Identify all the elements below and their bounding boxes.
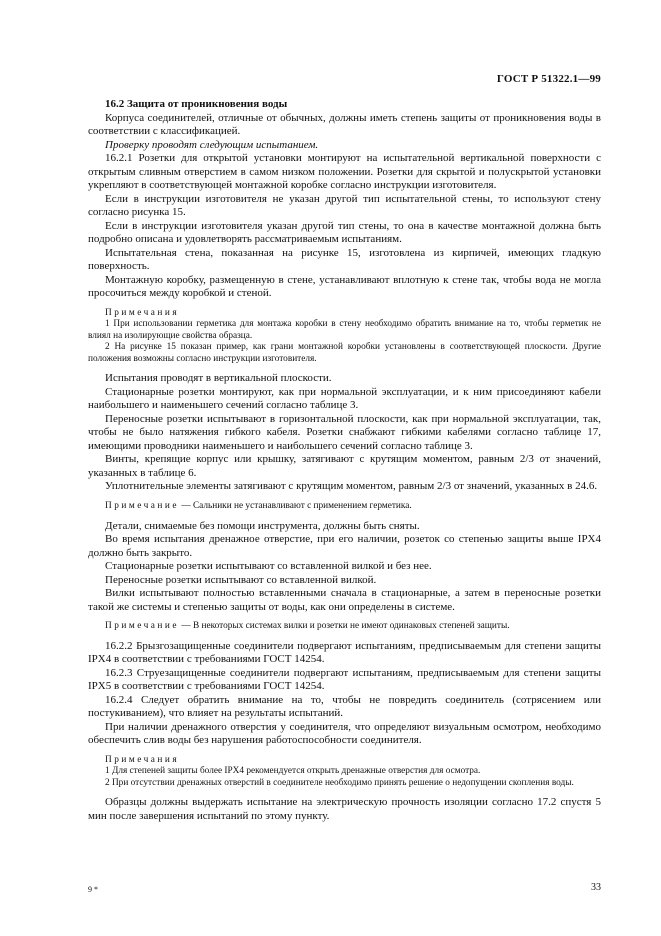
notes-heading: Примечания <box>105 307 180 318</box>
footer-mark: 9 * <box>88 885 98 894</box>
note-item: 1 При использовании герметика для монтажа коробки в стену необходимо обратить внимание на то, чтобы герметик не влиял на изолирующие свойства образца. <box>88 319 601 341</box>
paragraph: Детали, снимаемые без помощи инструмента, должны быть сняты. <box>105 519 420 532</box>
paragraph: Если в инструкции изготовителя не указан другой тип испытательной стены, то используют стену согласно рисунка 15. <box>88 192 601 218</box>
paragraph: Переносные розетки испытывают в горизонтальной плоскости, как при нормальной эксплуатации, так, чтобы не было натяжения гибкого кабеля. Розетки снабжают гибкими кабелями согласно таблице 17, имеющими проводники наименьшего и наибольшего сечений согласно таблице 3. <box>88 412 601 452</box>
section-title: 16.2 Защита от проникновения воды <box>105 98 288 110</box>
page-number: 33 <box>591 882 601 893</box>
paragraph: 16.2.4 Следует обратить внимание на то, чтобы не повредить соединитель (сотрясением или постукиванием), что влияет на результаты испытаний. <box>88 693 601 720</box>
paragraph: 16.2.2 Брызгозащищенные соединители подвергают испытаниям, предписываемым для степени защиты IPX4 в соответствии с требованиями ГОСТ 14254. <box>88 639 601 666</box>
paragraph: Монтажную коробку, размещенную в стене, устанавливают вплотную к стене так, чтобы вода не могла просочиться между коробкой и стеной. <box>88 273 601 299</box>
paragraph: При наличии дренажного отверстия у соединителя, что определяют визуальным осмотром, необходимо обеспечить слив воды без нарушения работоспособности соединителя. <box>88 720 601 747</box>
paragraph: Переносные розетки испытывают со вставленной вилкой. <box>105 573 377 586</box>
paragraph: 16.2.3 Струезащищенные соединители подвергают испытаниям, предписываемым для степени защиты IPX5 в соответствии с требованиями ГОСТ 14254. <box>88 666 601 693</box>
paragraph-test-intro: Проверку проводят следующим испытанием. <box>105 138 319 151</box>
paragraph: Корпуса соединителей, отличные от обычных, должны иметь степень защиты от проникновения воды в соответствии с классификацией. <box>88 111 601 137</box>
note-text: — Сальники не устанавливают с применением герметика. <box>179 500 412 511</box>
paragraph: Вилки испытывают полностью вставленными сначала в стационарные, а затем в переносные розетки такой же системы и степенью защиты от воды, как они определены в системе. <box>88 587 601 613</box>
note-item: 2 На рисунке 15 показан пример, как грани монтажной коробки установлены в соответствующей плоскости. Другие положения возможны согласно инструкции изготовителя. <box>88 342 601 364</box>
paragraph: Испытания проводят в вертикальной плоскости. <box>105 372 332 385</box>
paragraph: Во время испытания дренажное отверстие, при его наличии, розеток со степенью защиты выше IPX4 должно быть закрыто. <box>88 533 601 559</box>
paragraph: Испытательная стена, показанная на рисунке 15, изготовлена из кирпичей, имеющих гладкую поверхность. <box>88 246 601 272</box>
paragraph: Образцы должны выдержать испытание на электрическую прочность изоляции согласно 17.2 спустя 5 мин после завершения испытаний по этому пункту. <box>88 796 601 822</box>
note-item: 2 При отсутствии дренажных отверстий в соединителе необходимо принять решение о недопущении скопления воды. <box>105 777 574 788</box>
paragraph: Уплотнительные элементы затягивают с крутящим моментом, равным 2/3 от значений, указанных в 24.6. <box>105 480 598 493</box>
document-body <box>88 98 601 823</box>
paragraph: Если в инструкции изготовителя указан другой тип стены, то она в качестве монтажной должна быть подробно описана и удовлетворять рассматриваемым испытаниям. <box>88 219 601 245</box>
note-label: Примечание <box>105 621 179 632</box>
document-id: ГОСТ Р 51322.1—99 <box>496 73 601 85</box>
paragraph: Стационарные розетки монтируют, как при нормальной эксплуатации, и к ним присоединяют кабели наибольшего и наименьшего сечений согласно таблице 3. <box>88 385 601 412</box>
note-single <box>88 621 601 633</box>
note-single <box>88 501 601 513</box>
note-text: — В некоторых системах вилки и розетки не имеют одинаковых степеней защиты. <box>179 621 510 632</box>
paragraph: Винты, крепящие корпус или крышку, затягивают с крутящим моментом, равным 2/3 от значений, указанных в таблице 6. <box>88 453 601 479</box>
notes-heading: Примечания <box>105 754 180 765</box>
paragraph: 16.2.1 Розетки для открытой установки монтируют на испытательной вертикальной поверхности с открытым сливным отверстием в самом низком положении. Розетки для скрытой и полускрытой установки укрепляют в соответствующей монтажной коробке согласно инструкции изготовителя. <box>88 152 601 191</box>
note-label: Примечание <box>105 500 179 511</box>
note-item: 1 Для степеней защиты более IPX4 рекомендуется открыть дренажные отверстия для осмотра. <box>105 766 481 777</box>
paragraph: Стационарные розетки испытывают со вставленной вилкой и без нее. <box>105 560 432 573</box>
